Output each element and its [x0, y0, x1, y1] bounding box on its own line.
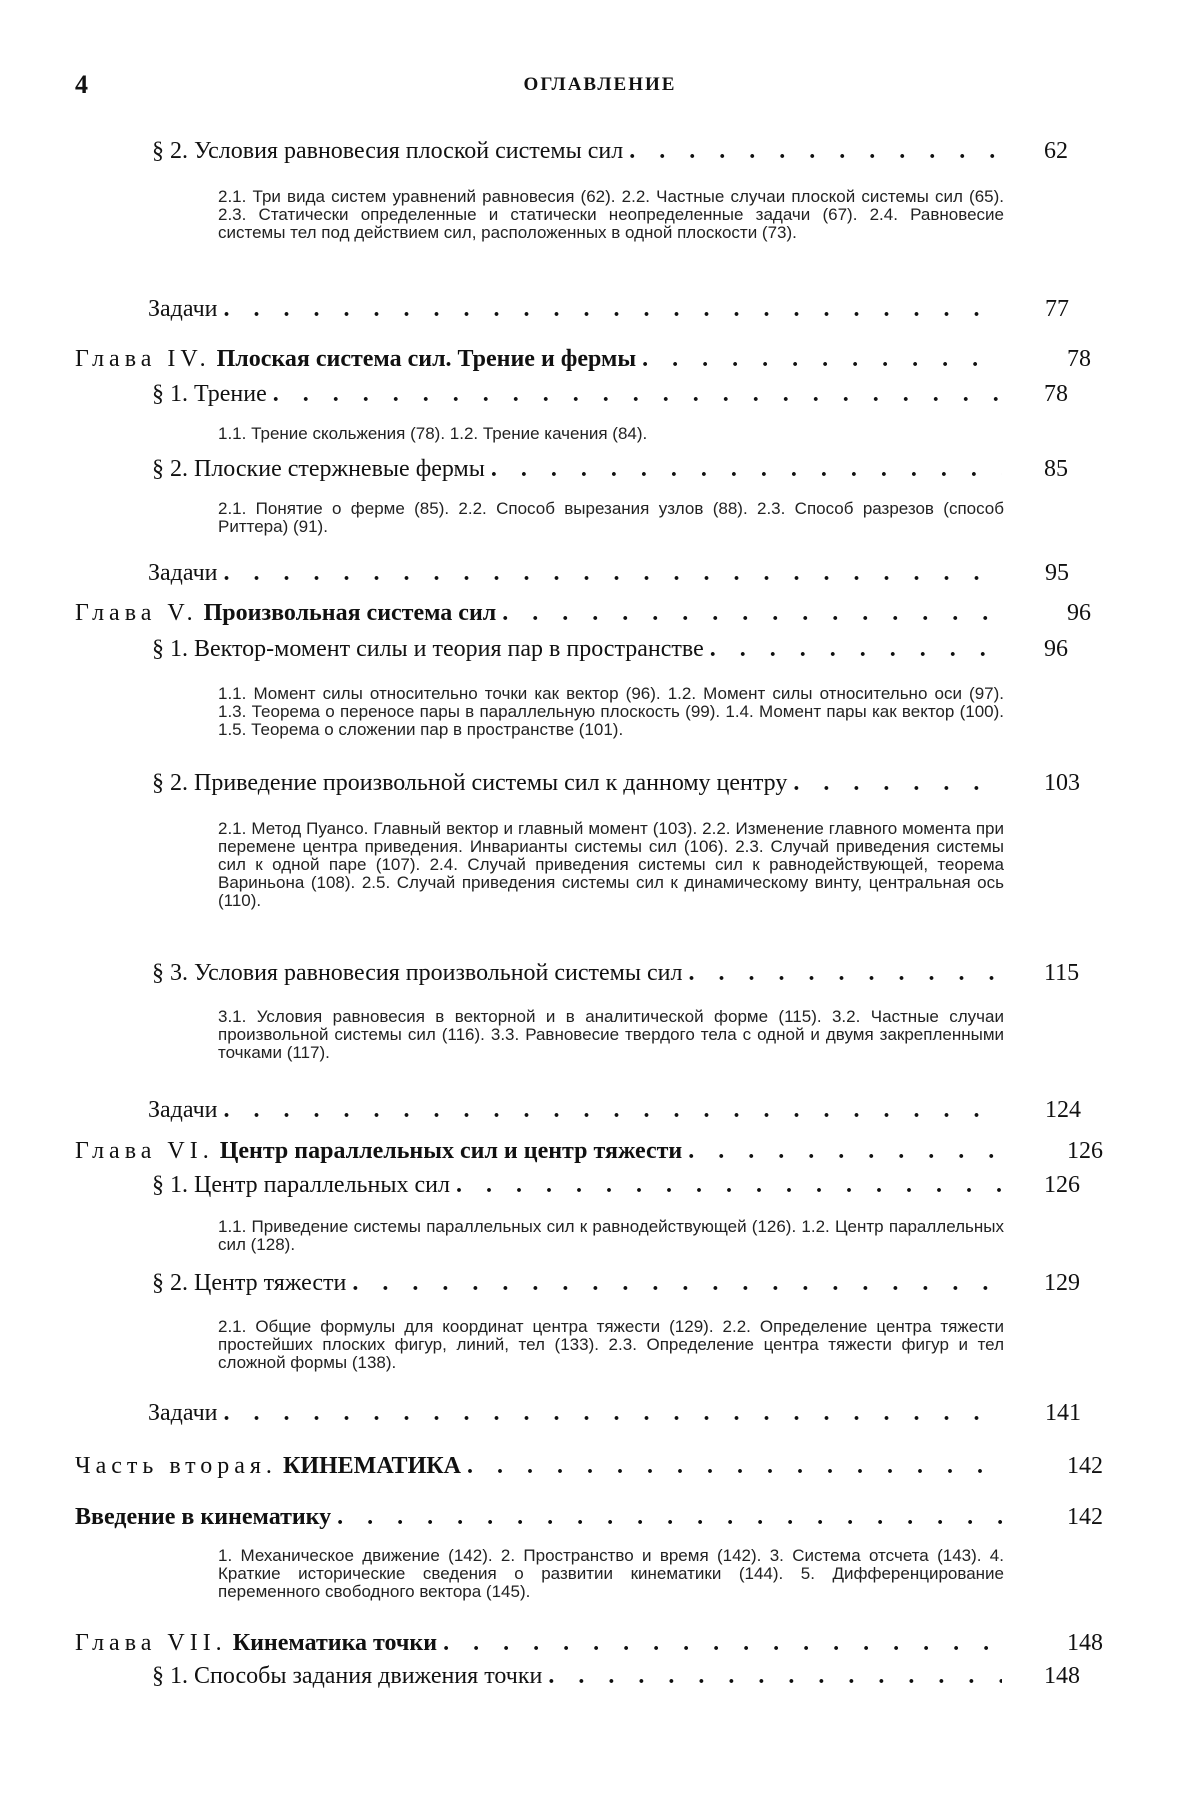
- page-ref: 124: [1045, 1097, 1081, 1123]
- section-title: § 1. Вектор-момент силы и теория пар в пространстве: [152, 636, 704, 662]
- dot-leader: [337, 1504, 1003, 1531]
- dot-leader: [710, 636, 1002, 663]
- page-ref: 62: [1044, 138, 1068, 164]
- dot-leader: [688, 1138, 1003, 1165]
- toc-section-entry: [152, 770, 1080, 797]
- toc-tasks-entry: [148, 1400, 1081, 1427]
- dot-leader: [456, 1172, 1002, 1199]
- page-ref: 126: [1067, 1138, 1103, 1164]
- toc-section-entry: [152, 960, 1080, 987]
- toc-intro-entry: [75, 1504, 1103, 1531]
- toc-chapter-entry: [75, 600, 1091, 627]
- page-ref: 141: [1045, 1400, 1081, 1426]
- section-title: § 2. Центр тяжести: [152, 1270, 347, 1296]
- page-ref: 148: [1067, 1630, 1103, 1656]
- dot-leader: [629, 138, 1002, 165]
- tasks-label: Задачи: [148, 1097, 218, 1123]
- toc-section-entry: [152, 381, 1068, 408]
- toc-chapter-entry: [75, 1138, 1103, 1165]
- toc-subsection-list: 2.1. Общие формулы для координат центра тяжести (129). 2.2. Определение центра тяжести простейших плоских фигур, линий, тел (133). 2.3. Определение центра тяжести фигур и тел сложной формы (138).: [218, 1317, 1004, 1372]
- page-ref: 95: [1045, 560, 1069, 586]
- toc-section-entry: [152, 636, 1068, 663]
- toc-section-entry: [152, 1270, 1080, 1297]
- chapter-title: Центр параллельных сил и центр тяжести: [219, 1138, 683, 1164]
- chapter-prefix: Глава VII.: [75, 1630, 227, 1656]
- dot-leader: [224, 560, 999, 587]
- page-ref: 96: [1067, 600, 1091, 626]
- dot-leader: [224, 296, 999, 323]
- page-ref: 129: [1044, 1270, 1080, 1296]
- chapter-title: Кинематика точки: [232, 1630, 438, 1656]
- toc-subsection-list: 1.1. Приведение системы параллельных сил к равнодействующей (126). 1.2. Центр параллельных сил (128).: [218, 1217, 1004, 1254]
- page-ref: 77: [1045, 296, 1069, 322]
- dot-leader: [352, 1270, 1002, 1297]
- page-ref: 142: [1067, 1453, 1103, 1479]
- section-title: § 1. Трение: [152, 381, 267, 407]
- section-title: § 2. Плоские стержневые фермы: [152, 456, 485, 482]
- toc-tasks-entry: [148, 560, 1069, 587]
- toc-tasks-entry: [148, 296, 1069, 323]
- page-ref: 148: [1044, 1663, 1080, 1689]
- page-ref: 78: [1067, 346, 1091, 372]
- page-ref: 103: [1044, 770, 1080, 796]
- dot-leader: [443, 1630, 1003, 1657]
- toc-subsection-list: 1.1. Трение скольжения (78). 1.2. Трение качения (84).: [218, 424, 648, 443]
- toc-subsection-list: 2.1. Три вида систем уравнений равновесия (62). 2.2. Частные случаи плоской системы сил (65). 2.3. Статически определенные и статически неопределенные задачи (67). 2.4. Равновесие системы тел под действием сил, расположенных в одной плоскости (73).: [218, 187, 1004, 242]
- toc-section-entry: [152, 456, 1068, 483]
- part-title: КИНЕМАТИКА: [282, 1453, 461, 1479]
- dot-leader: [224, 1400, 999, 1427]
- page-ref: 96: [1044, 636, 1068, 662]
- chapter-prefix: Глава V.: [75, 600, 198, 626]
- dot-leader: [273, 381, 1002, 408]
- dot-leader: [502, 600, 1003, 627]
- dot-leader: [688, 960, 1002, 987]
- page-ref: 142: [1067, 1504, 1103, 1530]
- intro-title: Введение в кинематику: [75, 1504, 332, 1530]
- part-prefix: Часть вторая.: [75, 1453, 277, 1479]
- page-ref: 115: [1044, 960, 1080, 986]
- dot-leader: [224, 1097, 999, 1124]
- page-ref: 78: [1044, 381, 1068, 407]
- tasks-label: Задачи: [148, 296, 218, 322]
- toc-subsection-list: 1. Механическое движение (142). 2. Пространство и время (142). 3. Система отсчета (143). 4. Краткие исторические сведения о развитии кинематики (144). 5. Дифференцирование переменного свободного вектора (145).: [218, 1546, 1004, 1601]
- toc-part-entry: [75, 1453, 1103, 1480]
- section-title: § 1. Центр параллельных сил: [152, 1172, 450, 1198]
- chapter-prefix: Глава IV.: [75, 346, 211, 372]
- chapter-prefix: Глава VI.: [75, 1138, 214, 1164]
- page-ref: 126: [1044, 1172, 1080, 1198]
- dot-leader: [467, 1453, 1003, 1480]
- toc-subsection-list: 1.1. Момент силы относительно точки как вектор (96). 1.2. Момент силы относительно оси (97). 1.3. Теорема о переносе пары в параллельную плоскость (99). 1.4. Момент пары как вектор (100). 1.5. Теорема о сложении пар в пространстве (101).: [218, 684, 1004, 739]
- toc-section-entry: [152, 138, 1068, 165]
- page-title: ОГЛАВЛЕНИЕ: [523, 74, 677, 95]
- toc-chapter-entry: [75, 346, 1091, 373]
- dot-leader: [491, 456, 1002, 483]
- section-title: § 1. Способы задания движения точки: [152, 1663, 543, 1689]
- toc-tasks-entry: [148, 1097, 1081, 1124]
- tasks-label: Задачи: [148, 1400, 218, 1426]
- dot-leader: [642, 346, 1003, 373]
- chapter-title: Произвольная система сил: [203, 600, 497, 626]
- toc-section-entry: [152, 1663, 1080, 1690]
- toc-subsection-list: 3.1. Условия равновесия в векторной и в аналитической форме (115). 3.2. Частные случаи произвольной системы сил (116). 3.3. Равновесие твердого тела с одной и двумя закрепленными точками (117).: [218, 1007, 1004, 1062]
- tasks-label: Задачи: [148, 560, 218, 586]
- toc-section-entry: [152, 1172, 1080, 1199]
- section-title: § 2. Приведение произвольной системы сил к данному центру: [152, 770, 788, 796]
- page-ref: 85: [1044, 456, 1068, 482]
- page-number: 4: [75, 70, 88, 99]
- section-title: § 2. Условия равновесия плоской системы сил: [152, 138, 624, 164]
- dot-leader: [548, 1663, 1002, 1690]
- toc-subsection-list: 2.1. Метод Пуансо. Главный вектор и главный момент (103). 2.2. Изменение главного момента при перемене центра приведения. Инварианты системы сил (106). 2.3. Случай приведения системы сил к одной паре (107). 2.4. Случай приведения системы сил к равнодействующей, теорема Вариньона (108). 2.5. Случай приведения системы сил к динамическому винту, центральная ось (110).: [218, 819, 1004, 910]
- toc-chapter-entry: [75, 1630, 1103, 1657]
- toc-subsection-list: 2.1. Понятие о ферме (85). 2.2. Способ вырезания узлов (88). 2.3. Способ разрезов (способ Риттера) (91).: [218, 499, 1004, 536]
- dot-leader: [793, 770, 1002, 797]
- section-title: § 3. Условия равновесия произвольной системы сил: [152, 960, 683, 986]
- chapter-title: Плоская система сил. Трение и фермы: [216, 346, 637, 372]
